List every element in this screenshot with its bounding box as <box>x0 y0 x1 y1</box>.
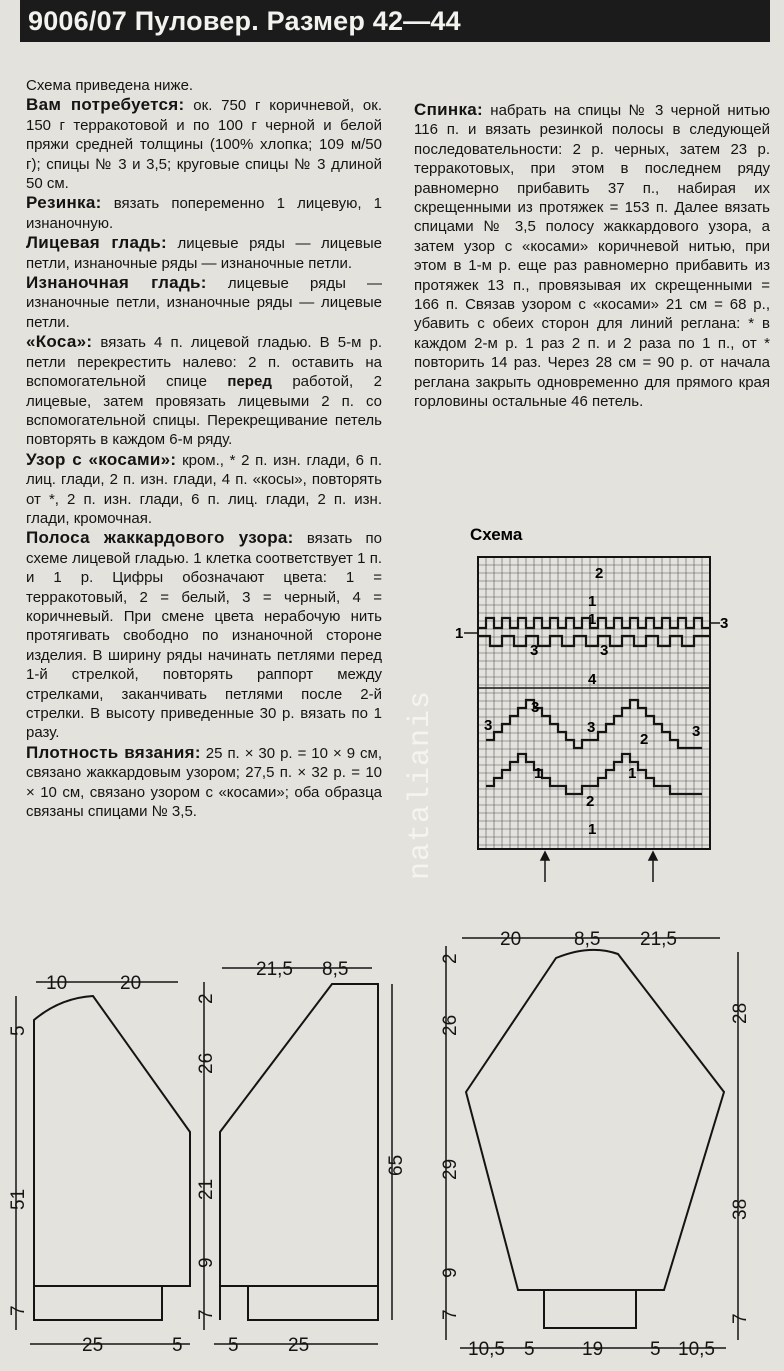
dim-label: 51 <box>8 1188 29 1210</box>
dim-label: 21,5 <box>640 929 677 950</box>
chart-number: 1 <box>588 611 597 628</box>
chart-side-label-right: 3 <box>720 615 729 632</box>
front-piece-diagram <box>34 996 190 1320</box>
dim-label: 29 <box>440 1158 461 1180</box>
cable-paragraph: «Коса»: вязать 4 п. лицевой гладью. В 5-м р. петли перекрестить налево: 2 п. оставить на вспомогательной спице перед работой, 2 лицевые, затем провязать лицевыми 2 п. со вспомогательной спицы. Перекрещивание петель повторять в каждом 6-м ряду. <box>26 332 382 449</box>
dim-label: 65 <box>386 1154 407 1176</box>
chart-number: 3 <box>530 642 539 659</box>
chart-arrow-right <box>649 852 657 882</box>
dim-label: 5 <box>524 1339 535 1360</box>
gauge-paragraph: Плотность вязания: 25 п. × 30 р. = 10 × 9 см, связано жаккардовым узором; 27,5 п. × 32 р. = 10 × 10 см, связано узором с «косами»; оба образца связаны спицами № 3,5. <box>26 742 382 821</box>
chart-number: 3 <box>531 699 540 716</box>
dim-label: 5 <box>650 1339 661 1360</box>
chart-side-label-left: 1 <box>455 625 464 642</box>
dim-label: 7 <box>8 1305 29 1316</box>
dim-label: 25 <box>82 1335 104 1356</box>
reverse-stockinette-paragraph: Изнаночная гладь: лицевые ряды — изнаночные петли, изнаночные ряды — лицевые петли. <box>26 273 382 331</box>
dim-label: 19 <box>582 1339 604 1360</box>
chart-number: 3 <box>587 719 596 736</box>
chart-number: 1 <box>588 821 597 838</box>
chart-number: 1 <box>588 593 597 610</box>
chart-arrow-left <box>541 852 549 882</box>
dim-label: 2 <box>440 953 461 964</box>
dim-label: 10,5 <box>678 1339 715 1360</box>
chart-number: 1 <box>534 765 543 782</box>
chart-number: 1 <box>628 765 637 782</box>
back-paragraph: Спинка: набрать на спицы № 3 черной нитью 116 п. и вязать резинкой полосы в следующей последовательности: 2 р. черных, затем 23 р. терракотовых, при этом в последнем ряду равномерно прибавить 37 п., набирая их скрещенными из протяжек = 153 п. Далее вязать спицами № 3,5 полосу жаккардового узора, а затем узор с «косами» коричневой нитью, при этом в 1-м р. еще раз равномерно прибавить из протяжек 13 п., провязывая их скрещенными = 166 п. Связав узором с «косами» 21 см = 68 р., убавить с обеих сторон для линий реглана: * в каждом 2-м р. 1 раз 2 п. и 2 раза по 1 п., от * повторить 14 раз. Через 28 см = 90 р. от начала реглана закрыть одновременно для прямого края горловины остальные 46 петель. <box>414 100 770 411</box>
watermark: natalianis <box>404 689 438 880</box>
cable-pattern-paragraph: Узор с «косами»: кром., * 2 п. изн. глади, 6 п. лиц. глади, 2 п. изн. глади, 4 п. «косы», повторять от *, 2 п. изн. глади, 6 п. лиц. глади, 2 п. изн. глади, кромочная. <box>26 449 382 527</box>
dim-label: 5 <box>172 1335 183 1356</box>
back-piece-diagram <box>220 984 378 1320</box>
chart-number: 3 <box>600 642 609 659</box>
dim-label: 5 <box>8 1025 29 1036</box>
chart-number: 4 <box>588 671 597 688</box>
dim-label: 26 <box>196 1052 217 1074</box>
dim-label: 10 <box>46 973 68 994</box>
dim-label: 7 <box>440 1309 461 1320</box>
front-outline <box>34 996 190 1320</box>
dim-label: 20 <box>500 929 522 950</box>
dim-label: 38 <box>730 1198 751 1220</box>
chart-number: 3 <box>484 717 493 734</box>
page-title: 9006/07 Пуловер. Размер 42—44 <box>20 0 770 42</box>
dim-label: 7 <box>196 1309 217 1320</box>
dim-label: 7 <box>730 1313 751 1324</box>
dim-label: 10,5 <box>468 1339 505 1360</box>
sleeve-dimensions <box>440 929 751 1360</box>
dim-label: 9 <box>440 1267 461 1278</box>
dim-label: 8,5 <box>574 929 601 950</box>
chart-title: Схема <box>470 525 523 544</box>
chart-motif-top-2 <box>478 636 710 646</box>
back-dimensions <box>196 959 407 1356</box>
chart-motif-zigzag-lower <box>486 754 702 794</box>
chart-number: 2 <box>595 565 604 582</box>
dim-label: 26 <box>440 1014 461 1036</box>
sleeve-outline <box>466 950 724 1328</box>
chart-number: 2 <box>640 731 649 748</box>
chart-number: 2 <box>586 793 595 810</box>
jacquard-chart <box>455 525 728 882</box>
dim-label: 21,5 <box>256 959 293 980</box>
dim-label: 28 <box>730 1002 751 1024</box>
dim-label: 20 <box>120 973 142 994</box>
back-outline <box>220 984 378 1320</box>
dim-label: 9 <box>196 1257 217 1268</box>
sleeve-diagram <box>466 950 724 1328</box>
jacquard-paragraph: Полоса жаккардового узора: вязать по схеме лицевой гладью. 1 клетка соответствует 1 п. и 1 р. Цифры обозначают цвета: 1 = терракотовый, 2 = белый, 3 = черный, 4 = коричневый. При смене цвета нерабочую нить протягивать свободно по изнаночной стороне изделия. В ширину ряды начинать петлями перед 1-й стрелкой, повторять раппорт между стрелками, заканчивать петлями после 2-й стрелки. В высоту приведенные 30 р. вязать по 1 разу. <box>26 528 382 742</box>
dim-label: 25 <box>288 1335 310 1356</box>
dim-label: 8,5 <box>322 959 349 980</box>
intro-text: Схема приведена ниже. <box>26 77 194 94</box>
dim-label: 21 <box>196 1178 217 1200</box>
rib-paragraph: Резинка: вязать попеременно 1 лицевую, 1 изнаночную. <box>26 193 382 232</box>
materials-paragraph: Вам потребуется: ок. 750 г коричневой, ок. 150 г терракотовой и по 100 г черной и белой пряжи средней толщины (100% хлопка; 109 м/50 г); спицы № 3 и 3,5; круговые спицы № 3 длиной 50 см. <box>26 95 383 193</box>
dim-label: 2 <box>196 993 217 1004</box>
stockinette-paragraph: Лицевая гладь: лицевые ряды — лицевые петли, изнаночные ряды — изнаночные петли. <box>26 233 382 272</box>
dim-label: 5 <box>228 1335 239 1356</box>
chart-number: 3 <box>692 723 701 740</box>
